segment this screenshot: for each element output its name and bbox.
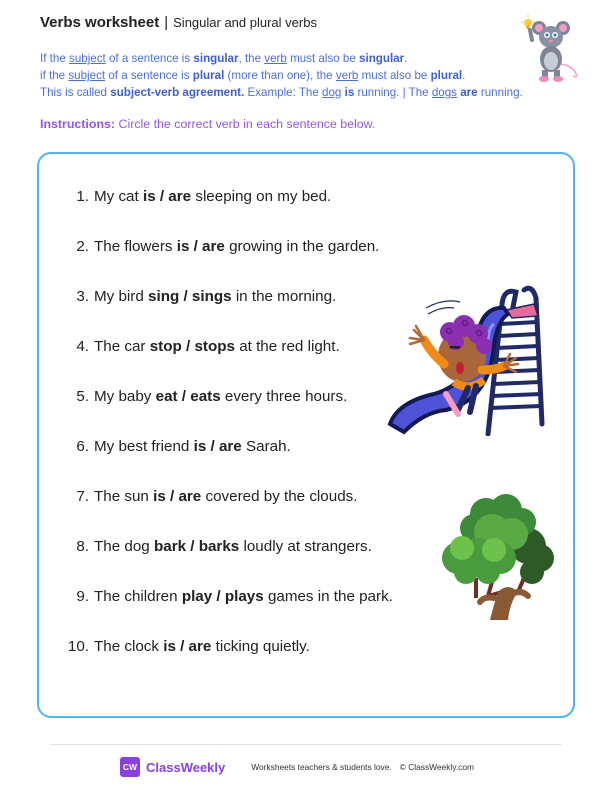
intro-text: if the (40, 69, 69, 82)
intro-text: (more than one), the (224, 69, 336, 82)
sentence-text: The children (94, 588, 178, 605)
intro-text: This is called (40, 86, 111, 99)
sentence-text: My baby (94, 388, 152, 405)
intro-bold-term: subject-verb agreement. (110, 86, 245, 99)
sentence-number: 5. (76, 388, 89, 405)
intro-line-3 (40, 84, 523, 101)
instructions-text: Circle the correct verb in each sentence below. (115, 117, 376, 131)
intro-underlined-term: verb (264, 52, 287, 65)
sentence-text: growing in the garden. (229, 238, 380, 255)
sentence-list (62, 188, 393, 688)
instructions (40, 117, 375, 131)
worksheet-title: Verbs worksheet (40, 14, 160, 31)
sentence-item (62, 538, 393, 588)
intro-text: running. | The (354, 86, 432, 99)
footer-copyright: © ClassWeekly.com (399, 762, 474, 772)
intro-text: running. (477, 86, 523, 99)
sentence-number: 9. (76, 588, 89, 605)
sentence-text: The sun (94, 488, 149, 505)
sentence-text: loudly at strangers. (243, 538, 372, 555)
intro-text: If the (40, 52, 70, 65)
intro-line-1 (40, 50, 523, 67)
verb-choice[interactable]: is / are (176, 238, 225, 255)
sentence-text: in the morning. (235, 288, 337, 305)
sentence-text: Sarah. (246, 438, 291, 455)
intro-explanation (40, 50, 523, 101)
footer (120, 757, 474, 777)
intro-bold-term: is (344, 86, 355, 99)
sentence-text: The dog (94, 538, 150, 555)
intro-bold-term: plural (192, 69, 225, 82)
verb-choice[interactable]: sing / sings (148, 288, 232, 305)
instructions-label: Instructions: (40, 117, 116, 131)
intro-text: . (404, 52, 408, 65)
intro-text: , the (238, 52, 265, 65)
worksheet-subtitle: Singular and plural verbs (173, 15, 317, 30)
sentence-item (62, 438, 393, 488)
intro-underlined-term: dog (322, 86, 342, 99)
intro-line-2 (40, 67, 523, 84)
intro-bold-term: singular (359, 52, 405, 65)
intro-text: of a sentence is (105, 52, 194, 65)
footer-tagline: Worksheets teachers & students love. (251, 762, 392, 772)
intro-underlined-term: subject (69, 52, 106, 65)
verb-choice[interactable]: play / plays (181, 588, 264, 605)
intro-bold-term: plural (430, 69, 463, 82)
sentence-item (62, 188, 393, 238)
footer-divider (50, 744, 562, 745)
sentence-number: 6. (76, 438, 89, 455)
intro-text: must also be (358, 69, 431, 82)
sentence-item (62, 588, 393, 638)
sentence-text: The car (94, 338, 146, 355)
intro-bold-term: are (460, 86, 478, 99)
sentence-text: at the red light. (239, 338, 340, 355)
sentence-number: 4. (76, 338, 89, 355)
intro-underlined-term: verb (335, 69, 359, 82)
sentence-text: My cat (94, 188, 139, 205)
sentence-text: sleeping on my bed. (195, 188, 332, 205)
sentence-item (62, 638, 393, 688)
sentence-item (62, 238, 393, 288)
verb-choice[interactable]: stop / stops (149, 338, 235, 355)
sentence-text: games in the park. (267, 588, 393, 605)
child-on-slide-icon (384, 284, 556, 436)
intro-underlined-term: dogs (431, 86, 457, 99)
classweekly-logo-icon: CW (120, 757, 140, 777)
sentence-number: 2. (76, 238, 89, 255)
sentence-number: 10. (67, 638, 89, 655)
sentence-number: 1. (76, 188, 89, 205)
verb-choice[interactable]: eat / eats (155, 388, 221, 405)
sentence-item (62, 288, 393, 338)
tree-icon (436, 492, 556, 620)
sentence-item (62, 388, 393, 438)
sentence-number: 8. (76, 538, 89, 555)
sentence-item (62, 338, 393, 388)
sentence-item (62, 488, 393, 538)
sentence-number: 7. (76, 488, 89, 505)
sentence-text: ticking quietly. (215, 638, 310, 655)
title-separator: | (164, 14, 169, 31)
mouse-mascot-icon (518, 14, 582, 84)
sentence-text: The flowers (94, 238, 173, 255)
verb-choice[interactable]: is / are (193, 438, 242, 455)
intro-underlined-term: subject (68, 69, 106, 82)
sentence-text: every three hours. (224, 388, 348, 405)
verb-choice[interactable]: is / are (153, 488, 202, 505)
sentence-text: My best friend (94, 438, 190, 455)
verb-choice[interactable]: is / are (163, 638, 212, 655)
sentence-text: covered by the clouds. (205, 488, 358, 505)
sentence-text: My bird (94, 288, 144, 305)
intro-text: Example: The (244, 86, 323, 99)
sentence-number: 3. (76, 288, 89, 305)
verb-choice[interactable]: bark / barks (153, 538, 240, 555)
worksheet-header (40, 14, 317, 31)
verb-choice[interactable]: is / are (142, 188, 192, 205)
intro-text: . (462, 69, 466, 82)
intro-bold-term: singular (193, 52, 239, 65)
brand-name: ClassWeekly (146, 759, 226, 775)
sentence-text: The clock (94, 638, 159, 655)
intro-text: must also be (286, 52, 360, 65)
intro-text: of a sentence is (105, 69, 193, 82)
